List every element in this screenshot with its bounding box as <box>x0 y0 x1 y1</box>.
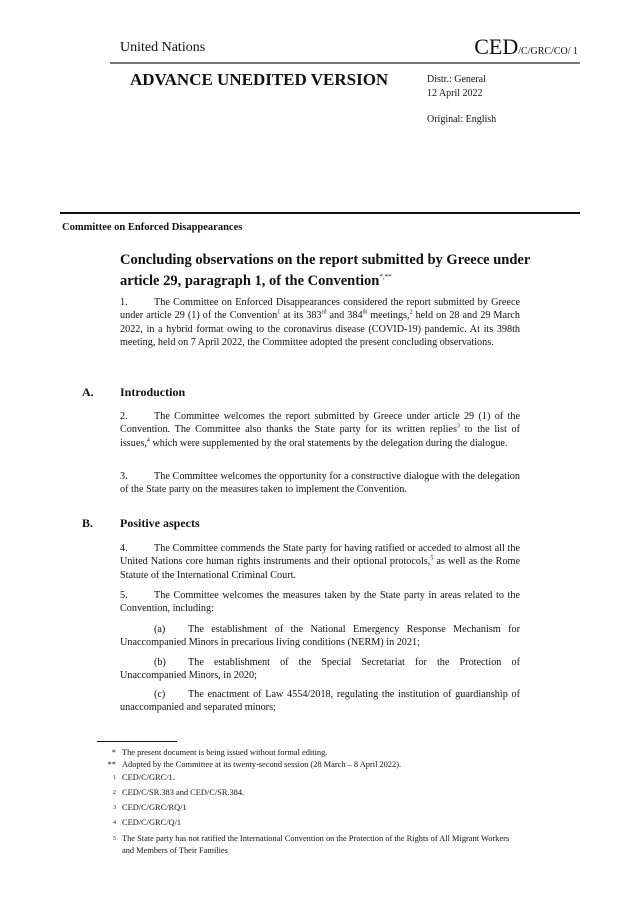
symbol-main: CED <box>474 34 519 59</box>
footnote-number: 5 <box>113 835 116 842</box>
paragraph-text: The Committee on Enforced Disappearances considered the report submitted by Greece under article 29 (1) of the Convention <box>120 297 520 322</box>
document-symbol <box>474 34 578 60</box>
section-b-letter: B. <box>82 516 94 530</box>
section-b-title: Positive aspects <box>120 516 200 530</box>
footnote-number: 1 <box>113 774 116 781</box>
footnote-text: The State party has not ratified the International Convention on the Protection of the Rights of All Migrant Workers and Members of Their Families <box>122 833 510 856</box>
footnotes <box>90 747 530 857</box>
organization-name: United Nations <box>120 40 206 55</box>
section-a-title: Introduction <box>120 385 186 399</box>
footnote-text: CED/C/GRC/Q/1 <box>122 818 182 828</box>
footnote-text: CED/C/GRC/RQ/1 <box>122 803 187 813</box>
subparagraph-letter: (a) <box>154 624 166 635</box>
footnote-mark <box>90 817 122 832</box>
footnote <box>90 759 530 771</box>
paragraph-text: The Committee commends the State party for having ratified or acceded to almost all the United Nations core human rights instruments and their optional protocols, <box>120 543 520 568</box>
paragraph-1 <box>120 296 520 350</box>
footnote-mark <box>90 802 122 817</box>
paragraph-text: The establishment of the National Emergency Response Mechanism for Unaccompanied Minors in precarious living conditions (NERM) in 2021; <box>120 624 520 649</box>
subparagraph-letter: (b) <box>154 657 166 668</box>
ordinal-suffix: th <box>362 310 368 317</box>
paragraph-number: 3. <box>120 471 128 482</box>
header-divider <box>110 62 580 64</box>
footnote <box>90 817 530 832</box>
paragraph-5c <box>120 688 520 715</box>
paragraph-text: to the list of issues, <box>120 424 520 449</box>
paragraph-number: 1. <box>120 297 128 308</box>
section-divider <box>60 212 580 214</box>
paragraph-5 <box>120 589 520 616</box>
paragraph-text: The enactment of Law 4554/2018, regulating the institution of guardianship of unaccompanied and separated minors; <box>120 689 520 714</box>
paragraph-text: as well as the Rome Statute of the International Criminal Court. <box>120 556 520 581</box>
paragraph-text: The establishment of the Special Secretariat for the Protection of Unaccompanied Minors, in 2020; <box>120 657 520 682</box>
title-text: Concluding observations on the report submitted by Greece under article 29, paragraph 1, of the Convention <box>120 252 531 289</box>
paragraph-text: The Committee welcomes the measures taken by the State party in areas related to the Convention, including: <box>120 590 520 615</box>
section-a-letter: A. <box>82 385 94 399</box>
paragraph-text: meetings, <box>367 310 410 322</box>
footnote-number: 4 <box>113 820 116 827</box>
paragraph-text: The Committee welcomes the report submitted by Greece under article 29 (1) of the Convention. The Committee also thanks the State party for its written replies <box>120 411 520 436</box>
ordinal-suffix: rd <box>321 310 327 317</box>
footnote-text: CED/C/GRC/1. <box>122 772 175 782</box>
footnote-ref[interactable]: 1 <box>277 310 281 317</box>
footnote-mark <box>90 833 122 848</box>
paragraph-text: at its 383 <box>280 310 322 322</box>
paragraph-4 <box>120 542 520 582</box>
paragraph-3 <box>120 470 520 497</box>
footnote <box>90 787 530 802</box>
footnote <box>90 747 530 759</box>
paragraph-5b <box>120 656 520 683</box>
footnote-number: 3 <box>113 805 116 812</box>
footnote-divider <box>97 741 177 742</box>
paragraph-5a <box>120 623 520 650</box>
paragraph-text: which were supplemented by the oral statements by the delegation during the dialogue. <box>149 437 508 449</box>
footnote-text: CED/C/SR.383 and CED/C/SR.384. <box>122 788 245 798</box>
paragraph-2 <box>120 410 520 450</box>
committee-name: Committee on Enforced Disappearances <box>62 222 243 233</box>
footnote-ref[interactable]: 2 <box>409 310 413 317</box>
footnote <box>90 833 530 858</box>
footnote-text: The present document is being issued without formal editing. <box>122 748 328 757</box>
footnote-mark: ** <box>107 760 116 770</box>
footnote <box>90 772 530 787</box>
original-language: Original: English <box>427 114 497 125</box>
footnote-number: 2 <box>113 790 116 797</box>
paragraph-number: 4. <box>120 543 128 554</box>
advance-banner: ADVANCE UNEDITED VERSION <box>130 70 389 89</box>
paragraph-text: The Committee welcomes the opportunity for a constructive dialogue with the delegation of the State party on the measures taken to implement the Convention. <box>120 471 520 496</box>
document-date: 12 April 2022 <box>427 88 483 99</box>
footnote-mark <box>90 772 122 787</box>
document-title <box>120 252 540 290</box>
subparagraph-letter: (c) <box>154 689 166 700</box>
paragraph-number: 2. <box>120 411 128 422</box>
distribution: Distr.: General <box>427 74 486 85</box>
footnote-text: Adopted by the Committee at its twenty-second session (28 March – 8 April 2022). <box>122 760 402 770</box>
footnote-mark: * <box>111 748 116 757</box>
symbol-suffix: /C/GRC/CO/ 1 <box>518 46 578 57</box>
footnote-mark <box>90 787 122 802</box>
footnote-ref[interactable]: 3 <box>456 424 460 431</box>
footnote-ref[interactable]: 5 <box>430 556 434 563</box>
paragraph-text: held on 28 and 29 March 2022, in a hybrid format owing to the coronavirus disease (COVID-19) pandemic. At its 398th meeting, held on 7 April 2022, the Committee adopted the present concluding observations. <box>120 310 521 349</box>
footnote-ref[interactable]: 4 <box>146 437 150 444</box>
footnote <box>90 802 530 817</box>
paragraph-text: and 384 <box>326 310 363 322</box>
paragraph-number: 5. <box>120 590 128 601</box>
title-footnote-marks: *,** <box>379 273 392 281</box>
